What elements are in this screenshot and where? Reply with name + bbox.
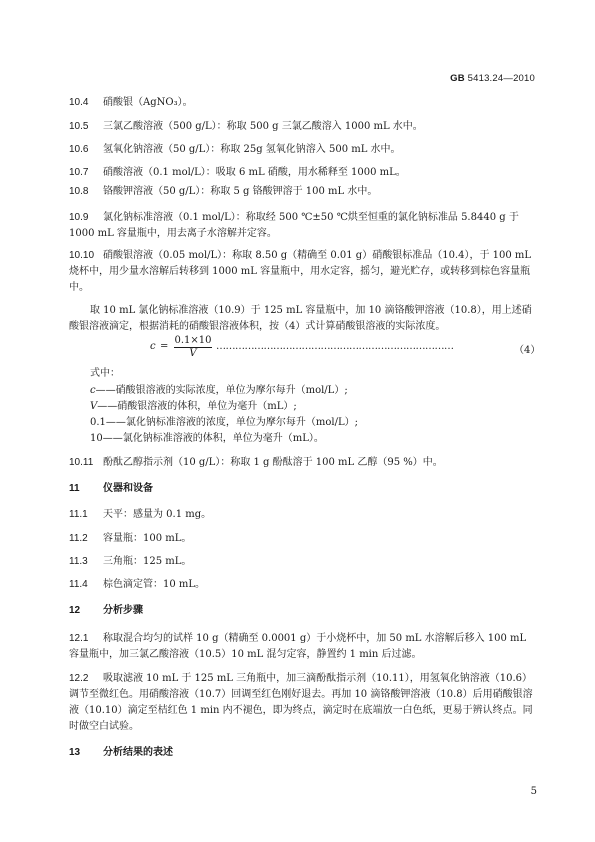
clause-11-3: 11.3 三角瓶：125 mL。 — [69, 556, 192, 567]
section-13-heading: 13 分析结果的表述 — [69, 747, 173, 758]
clause-12-2: 12.2 吸取滤液 10 mL 于 125 mL 三角瓶中，加三滴酚酞指示剂（10.11），用氢氧化钠溶液（10.6）调节至微红色。用硝酸溶液（10.7）回调至红色刚好退去。再加 10 滴铬酸钾溶液（10.8）后用硝酸银溶液（10.10）滴定至桔红色 1 min 内不褪色，即为终点，滴定时在底端放一白色纸，更易于辨认终点。同时做空白试验。 — [69, 673, 533, 732]
clause-11-2: 11.2 容量瓶：100 mL。 — [69, 533, 192, 544]
section-11-heading: 11 仪器和设备 — [69, 483, 153, 494]
clause-10-5: 10.5 三氯乙酸溶液（500 g/L）：称取 500 g 三氯乙酸溶入 1000 mL 水中。 — [69, 121, 423, 132]
definition-c: c——硝酸银溶液的实际浓度，单位为摩尔每升（mol/L）; — [90, 385, 348, 396]
definition-0-1: 0.1——氯化钠标准溶液的浓度，单位为摩尔每升（mol/L）; — [90, 417, 358, 428]
clause-11-1: 11.1 天平：感量为 0.1 mg。 — [69, 509, 212, 520]
clause-10-6: 10.6 氢氧化钠溶液（50 g/L）：称取 25g 氢氧化钠溶入 500 mL 水中。 — [69, 144, 401, 155]
formula-number: （4） — [514, 345, 541, 356]
titration-paragraph: 取 10 mL 氯化钠标准溶液（10.9）于 125 mL 容量瓶中，加 10 滴铬酸钾溶液（10.8），用上述硝酸银溶液滴定，根据消耗的硝酸银溶液体积，按（4）式计算硝酸银溶液的实际浓度。 — [69, 305, 532, 332]
clause-10-9: 10.9 氯化钠标准溶液（0.1 mol/L）：称取经 500 ℃±50 ℃烘至恒重的氯化钠标准品 5.8440 g 于 1000 mL 容量瓶中，用去离子水溶解并定容。 — [69, 212, 519, 239]
standard-code-header — [450, 73, 535, 84]
formula-fraction — [174, 335, 212, 359]
standard-code: GB — [450, 73, 465, 84]
clause-10-4: 10.4 硝酸银（AgNO₃）。 — [69, 97, 193, 108]
clause-12-1: 12.1 称取混合均匀的试样 10 g（精确至 0.0001 g）于小烧杯中，加 50 mL 水溶解后移入 100 mL 容量瓶中，加三氯乙酸溶液（10.5）10 mL 混匀定容，静置约 1 min 后过滤。 — [69, 633, 527, 660]
definition-v: V——硝酸银溶液的体积，单位为毫升（mL）; — [90, 401, 297, 412]
formula-lhs: c — [150, 341, 156, 352]
clause-11-4: 11.4 棕色滴定管：10 mL。 — [69, 579, 206, 590]
clause-10-7: 10.7 硝酸溶液（0.1 mol/L）：吸取 6 mL 硝酸，用水稀释至 1000 mL。 — [69, 167, 406, 178]
clause-10-10: 10.10 硝酸银溶液（0.05 mol/L）：称取 8.50 g（精确至 0.01 g）硝酸银标准品（10.4），于 100 mL 烧杯中，用少量水溶解后转移到 1000 mL 容量瓶中，用水定容，摇匀，避光贮存，或转移到棕色容量瓶中。 — [69, 250, 532, 293]
formula-numerator: 0.1×10 — [174, 335, 212, 346]
standard-number: 5413.24—2010 — [467, 73, 535, 84]
formula-equals: = — [160, 341, 169, 352]
formula-denominator: V — [189, 348, 197, 359]
formula-leader-dots: ………………………………………………………………… — [216, 341, 454, 352]
clause-10-8: 10.8 铬酸钾溶液（50 g/L）：称取 5 g 铬酸钾溶于 100 mL 水中。 — [69, 186, 378, 197]
clause-10-11: 10.11 酚酞乙醇指示剂（10 g/L）：称取 1 g 酚酞溶于 100 mL 乙醇（95 %）中。 — [69, 457, 443, 468]
formula-4 — [150, 335, 540, 361]
section-12-heading: 12 分析步骤 — [69, 605, 143, 616]
definition-10: 10——氯化钠标准溶液的体积，单位为毫升（mL）。 — [90, 433, 324, 444]
where-label: 式中： — [90, 368, 120, 379]
page-number: 5 — [530, 786, 537, 797]
